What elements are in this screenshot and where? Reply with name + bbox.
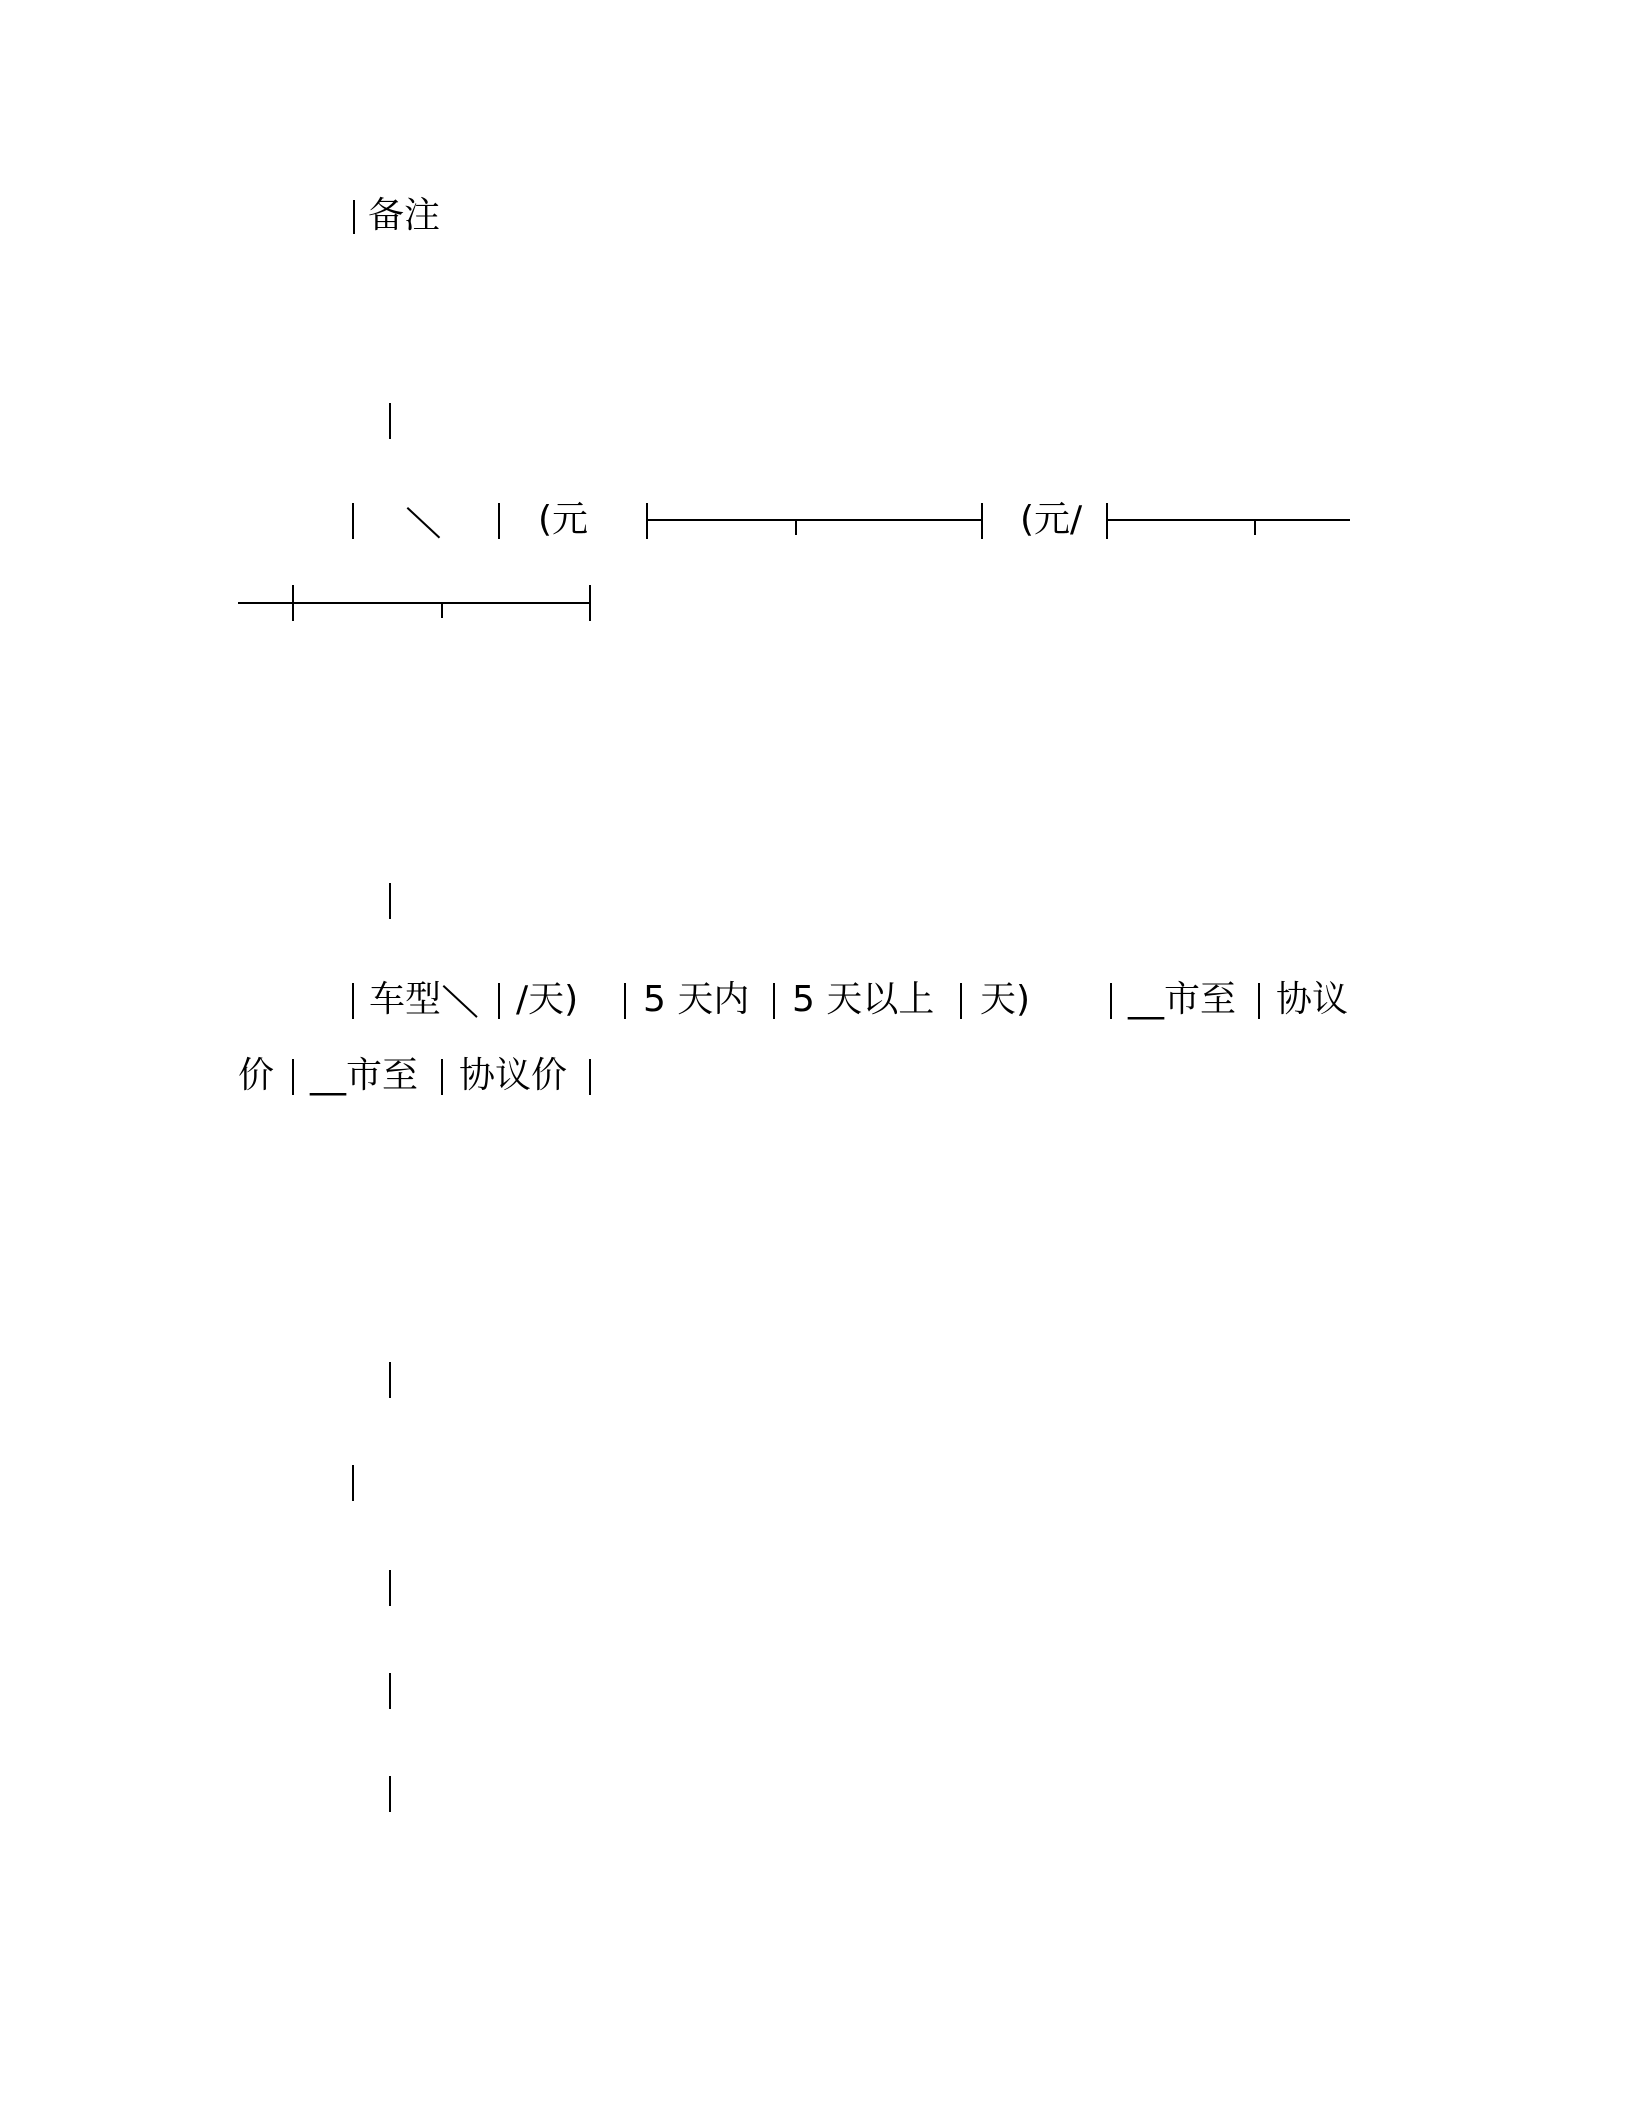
table-rule <box>646 519 982 521</box>
table-border <box>352 503 354 539</box>
table-border <box>646 503 648 539</box>
table-rule <box>1106 519 1350 521</box>
table-border <box>352 983 354 1019</box>
table-border <box>498 983 500 1019</box>
diagonal-line <box>443 985 478 1018</box>
vehicle-type-label: 车型 <box>369 979 442 1020</box>
negotiated-price-label: 协议价 <box>459 1055 568 1096</box>
table-border <box>589 585 591 621</box>
table-border <box>1106 503 1108 539</box>
table-border <box>441 1059 443 1095</box>
per-day-label: /天) <box>516 979 579 1020</box>
remarks-label: 备注 <box>368 195 441 236</box>
table-border <box>773 983 775 1019</box>
table-border <box>389 1776 391 1812</box>
negotiated-label: 协议 <box>1276 979 1349 1020</box>
table-tick <box>441 602 443 618</box>
unit-label-yuan: (元 <box>538 499 589 540</box>
table-border <box>389 1570 391 1606</box>
table-tick <box>795 519 797 535</box>
day-label: 天) <box>980 979 1031 1020</box>
table-border <box>498 503 500 539</box>
table-border <box>624 983 626 1019</box>
table-border <box>352 1465 354 1501</box>
table-border <box>389 883 391 919</box>
table-border <box>389 1673 391 1709</box>
table-border <box>1110 983 1112 1019</box>
within-5-days-label: 5 天内 <box>643 979 750 1020</box>
unit-label-yuan-per: (元/ <box>1020 499 1083 540</box>
table-border <box>389 403 391 439</box>
price-label: 价 <box>238 1055 275 1096</box>
table-border <box>292 585 294 621</box>
over-5-days-label: 5 天以上 <box>792 979 935 1020</box>
table-border <box>353 200 355 234</box>
table-border <box>389 1362 391 1398</box>
table-border <box>1258 983 1260 1019</box>
table-border <box>960 983 962 1019</box>
city-to-label-2: __市至 <box>310 1055 419 1096</box>
table-rule <box>238 602 590 604</box>
table-border <box>981 503 983 539</box>
table-border <box>292 1059 294 1095</box>
diagonal-line <box>407 507 441 538</box>
city-to-label: __市至 <box>1128 979 1237 1020</box>
table-border <box>589 1059 591 1095</box>
table-tick <box>1254 519 1256 535</box>
